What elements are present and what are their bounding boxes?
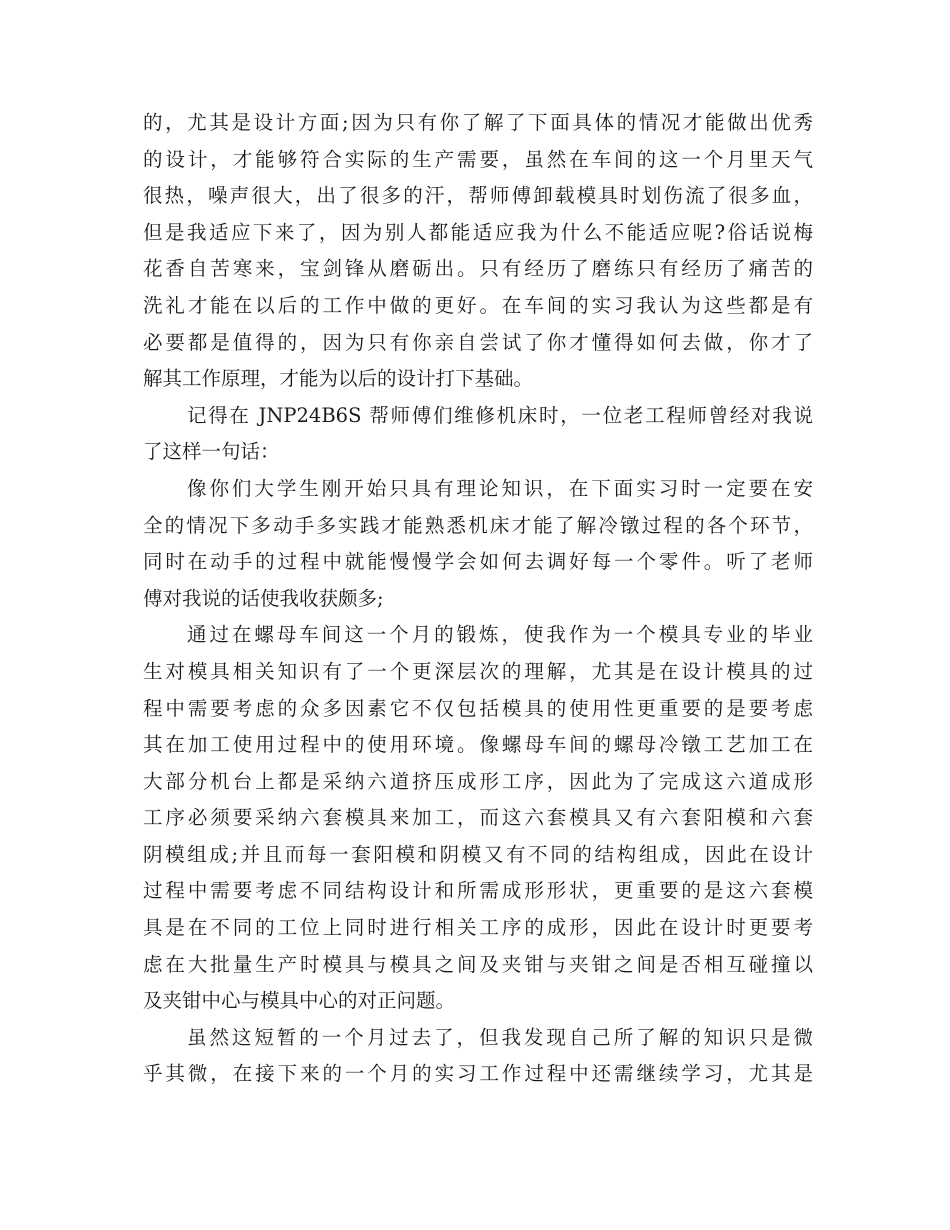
text-line: 必要都是值得的，因为只有你亲自尝试了你才懂得如何去做，你才了 [143,330,813,354]
text-line: 同时在动手的过程中就能慢慢学会如何去调好每一个零件。听了老师 [143,550,813,574]
text-line: 但是我适应下来了，因为别人都能适应我为什么不能适应呢?俗话说梅 [143,220,813,244]
document-body [143,105,813,1093]
text-line: 其在加工使用过程中的使用环境。像螺母车间的螺母冷镦工艺加工在 [143,733,813,757]
paragraph [143,471,813,617]
text-line: 乎其微，在接下来的一个月的实习工作过程中还需继续学习，尤其是 [143,1062,813,1086]
text-line: 的，尤其是设计方面;因为只有你了解了下面具体的情况才能做出优秀 [143,111,813,134]
paragraph [143,617,813,1020]
text-line: 很热，噪声很大，出了很多的汗，帮师傅卸载模具时划伤流了很多血， [143,184,813,208]
text-line: 解其工作原理，才能为以后的设计打下基础。 [143,367,534,391]
text-line: 生对模具相关知识有了一个更深层次的理解，尤其是在设计模具的过 [143,659,813,683]
text-line: 的设计，才能够符合实际的生产需要，虽然在车间的这一个月里天气 [143,147,813,171]
paragraph [143,398,813,471]
text-line: 花香自苦寒来，宝剑锋从磨砺出。只有经历了磨练只有经历了痛苦的 [143,257,813,281]
text-line: 程中需要考虑的众多因素它不仅包括模具的使用性更重要的是要考虑 [143,696,813,720]
text-line: 具是在不同的工位上同时进行相关工序的成形，因此在设计时更要考 [143,916,813,940]
text-line: 及夹钳中心与模具中心的对正问题。 [143,989,456,1013]
text-line: 了这样一句话： [143,440,280,464]
text-line: 过程中需要考虑不同结构设计和所需成形形状，更重要的是这六套模 [143,879,813,903]
text-line: 傅对我说的话使我收获颇多; [143,586,384,610]
text-line: 虑在大批量生产时模具与模具之间及夹钳与夹钳之间是否相互碰撞以 [143,952,813,976]
text-line: 阴模组成;并且而每一套阳模和阴模又有不同的结构组成，因此在设计 [143,842,813,866]
paragraph [143,1020,813,1093]
paragraph [143,105,813,398]
text-line: 记得在 JNP24B6S 帮师傅们维修机床时，一位老工程师曾经对我说 [187,403,813,427]
text-line: 虽然这短暂的一个月过去了，但我发现自己所了解的知识只是微 [187,1025,813,1049]
text-line: 大部分机台上都是采纳六道挤压成形工序，因此为了完成这六道成形 [143,769,813,793]
text-line: 全的情况下多动手多实践才能熟悉机床才能了解冷镦过程的各个环节， [143,513,813,537]
text-line: 工序必须要采纳六套模具来加工，而这六套模具又有六套阳模和六套 [143,806,813,830]
text-line: 像你们大学生刚开始只具有理论知识，在下面实习时一定要在安 [187,476,813,500]
text-line: 通过在螺母车间这一个月的锻炼，使我作为一个模具专业的毕业 [187,623,813,647]
text-line: 洗礼才能在以后的工作中做的更好。在车间的实习我认为这些都是有 [143,293,813,317]
